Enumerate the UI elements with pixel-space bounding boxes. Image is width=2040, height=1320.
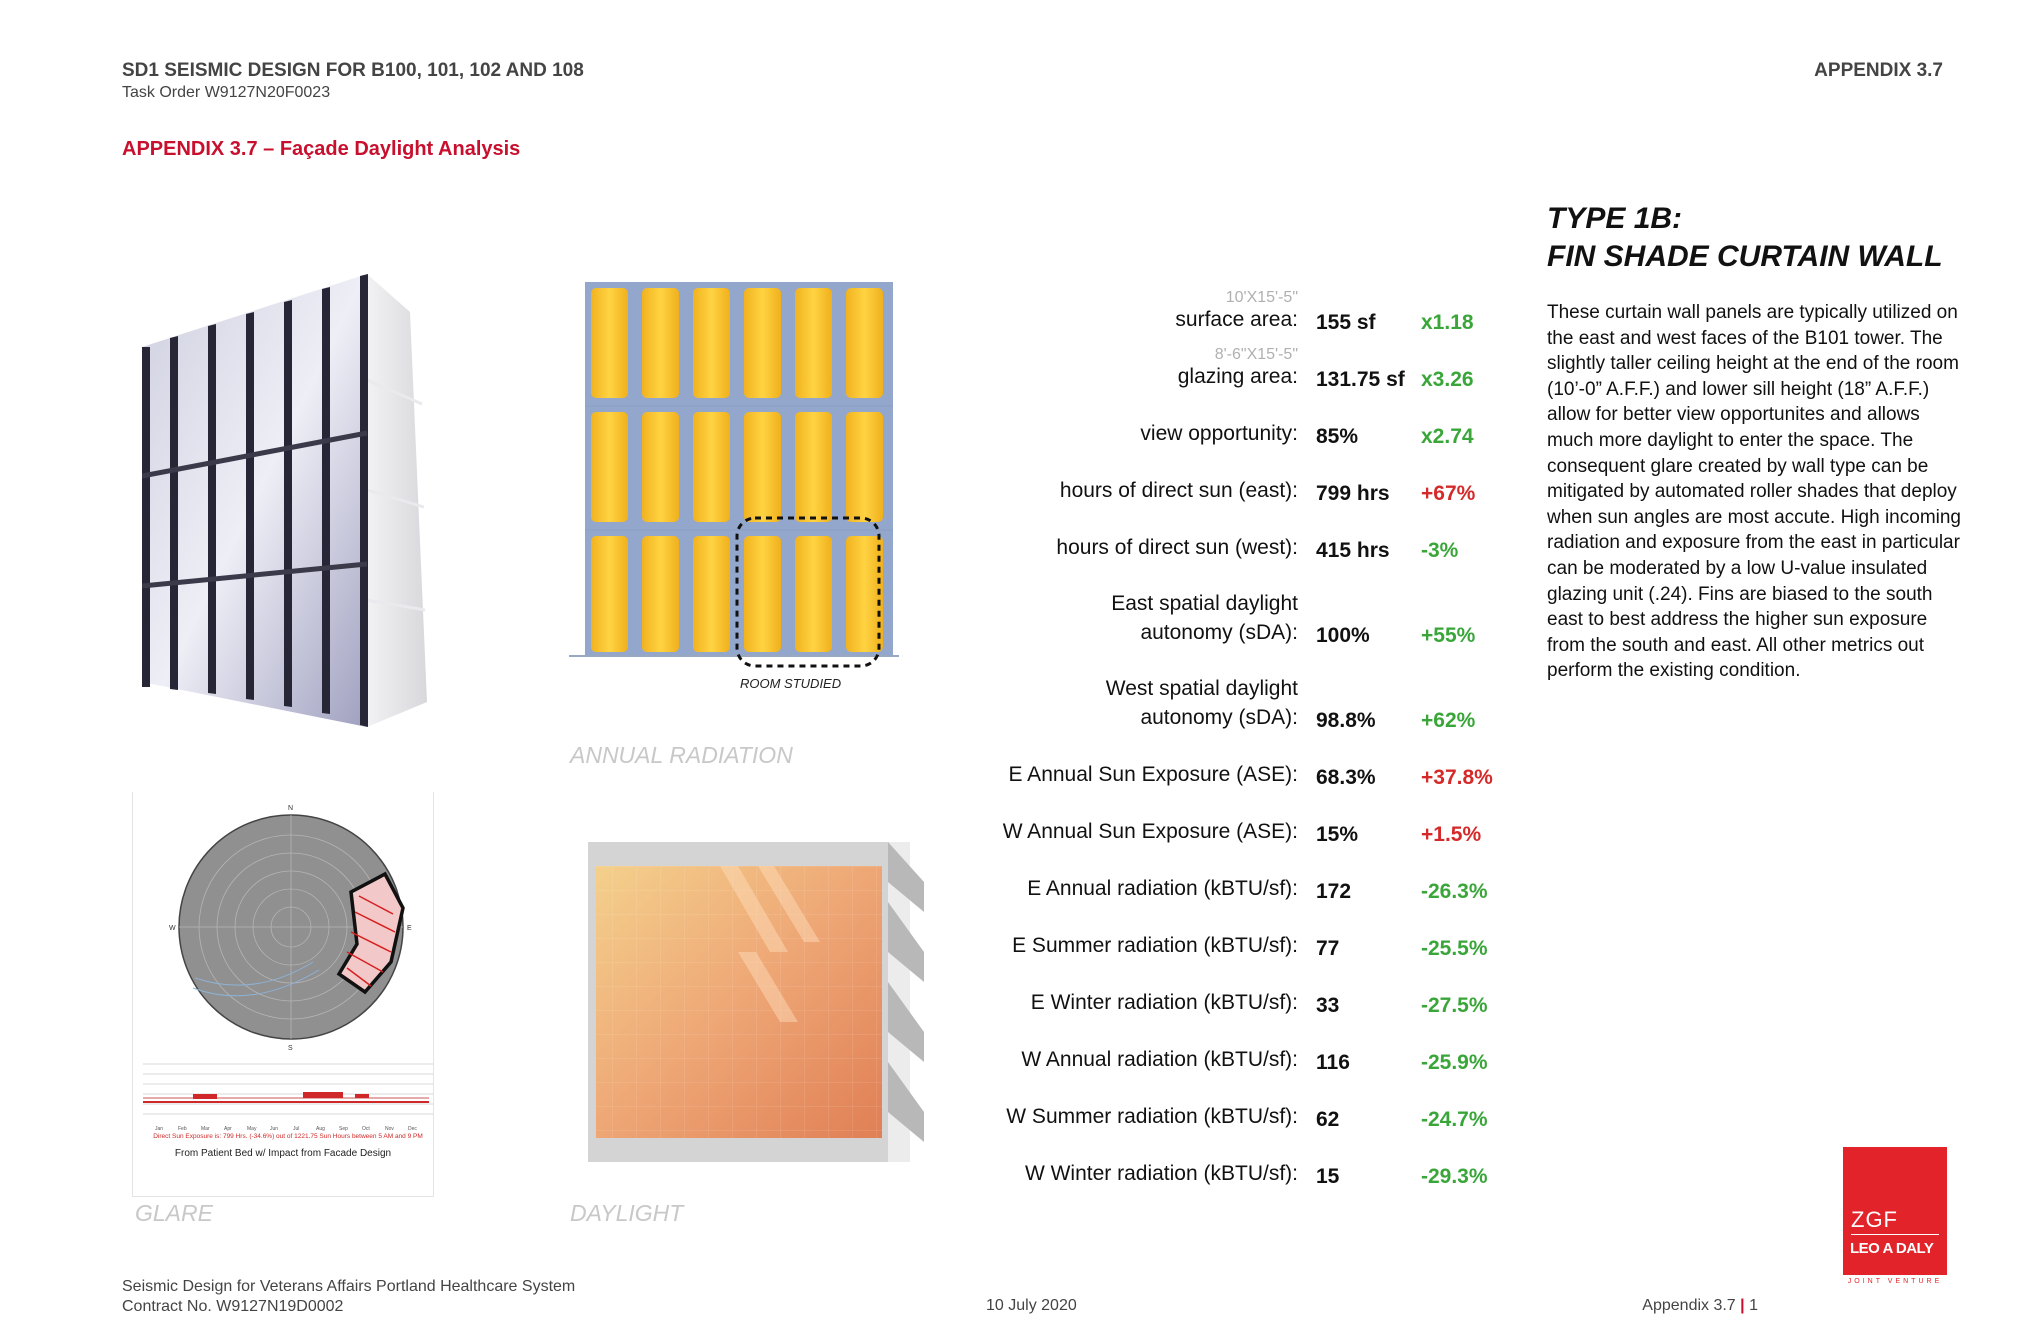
metric-value-direct-sun-east: 799 hrs <box>1316 482 1390 505</box>
month-label: Nov <box>385 1126 394 1132</box>
metric-value-direct-sun-west: 415 hrs <box>1316 539 1390 562</box>
metric-value-west-summer-radiation: 62 <box>1316 1108 1340 1131</box>
metric-label-direct-sun-east: hours of direct sun (east): <box>1059 479 1298 502</box>
task-order: Task Order W9127N20F0023 <box>122 84 331 101</box>
metric-label-surface-area: surface area: <box>1175 308 1298 331</box>
glare-subtitle: From Patient Bed w/ Impact from Facade Design <box>174 1148 392 1159</box>
glazing-dimensions: 8'-6"X15'-5" <box>1214 346 1298 363</box>
metric-label-east-sda: East spatial daylight <box>1111 592 1298 615</box>
compass-w: W <box>169 925 176 932</box>
metric-value-east-winter-radiation: 33 <box>1316 994 1340 1017</box>
metric-label-west-winter-radiation: W Winter radiation (kBTU/sf): <box>1024 1162 1298 1185</box>
month-label: Jan <box>155 1126 164 1132</box>
metric-label-east-ase: E Annual Sun Exposure (ASE): <box>1008 763 1298 786</box>
building-render <box>142 262 452 742</box>
metric-value-west-sda: 98.8% <box>1316 709 1376 732</box>
glare-note: Direct Sun Exposure is: 799 Hrs. (-34.6%) out of 1221.75 Sun Hours between 5 AM and 9 PM <box>153 1133 423 1140</box>
metric-delta-west-summer-radiation: -24.7% <box>1421 1108 1488 1131</box>
month-label: Sep <box>339 1126 348 1132</box>
month-label: Jul <box>293 1126 300 1132</box>
metric-value-west-ase: 15% <box>1316 823 1359 846</box>
footer-contract: Contract No. W9127N19D0002 <box>122 1298 344 1315</box>
month-label: May <box>247 1126 257 1132</box>
document-title: SD1 SEISMIC DESIGN FOR B100, 101, 102 AND 108 <box>122 60 584 81</box>
type-title-line1: TYPE 1B: <box>1547 202 1683 235</box>
metric-label-east-summer-radiation: E Summer radiation (kBTU/sf): <box>1012 934 1298 957</box>
annual-radiation-grid <box>565 282 905 672</box>
metric-value-east-sda: 100% <box>1316 624 1370 647</box>
metric-value-east-summer-radiation: 77 <box>1316 937 1340 960</box>
metric-label-west-sda-line2: autonomy (sDA): <box>1140 706 1298 729</box>
type-description: These curtain wall panels are typically utilized on the east and west faces of the B101 tower. The slightly taller ceiling height at the end of the room (10’-0” A.F.F.) and lower sill height (18” A.F.F.) allow for better view opportunites and allows much more daylight to enter the space. The consequent glare created by wall type can be mitigated by automated roller shades that deploy when sun angles are most accute. High incoming radiation and exposure from the east in particular can be moderated by a low U-value insulated glazing unit (.24). Fins are biased to the south east to best address the higher sun exposure from the south and east. All other metrics out perform the existing condition. <box>1547 302 1962 682</box>
footer-project <box>122 1277 575 1317</box>
month-label: Apr <box>224 1126 232 1132</box>
metric-delta-east-winter-radiation: -27.5% <box>1421 994 1488 1017</box>
metric-value-west-winter-radiation: 15 <box>1316 1165 1340 1188</box>
footer-project-name: Seismic Design for Veterans Affairs Portland Healthcare System <box>122 1278 576 1295</box>
type-title-line2: FIN SHADE CURTAIN WALL <box>1547 240 1943 273</box>
metric-delta-west-sda: +62% <box>1421 709 1476 732</box>
metric-value-glazing-area: 131.75 sf <box>1316 368 1405 391</box>
appendix-label: APPENDIX 3.7 <box>1814 60 1943 81</box>
section-title: APPENDIX 3.7 – Façade Daylight Analysis <box>122 138 521 160</box>
logo-leo-a-daly: LEO A DALY <box>1850 1240 1934 1257</box>
metric-delta-east-sda: +55% <box>1421 624 1476 647</box>
metric-label-glazing-area: glazing area: <box>1177 365 1298 388</box>
month-label: Mar <box>201 1126 210 1132</box>
daylight-render <box>588 842 928 1162</box>
footer-date: 10 July 2020 <box>986 1297 1077 1314</box>
compass-s: S <box>288 1045 293 1052</box>
metric-delta-west-annual-radiation: -25.9% <box>1421 1051 1488 1074</box>
glare-figure <box>132 792 434 1197</box>
month-label: Feb <box>178 1126 187 1132</box>
metric-label-west-sda: West spatial daylight <box>1105 677 1298 700</box>
metric-delta-view-opportunity: x2.74 <box>1421 425 1474 448</box>
metric-delta-east-ase: +37.8% <box>1421 766 1493 789</box>
month-label: Aug <box>316 1126 325 1132</box>
month-label: Jun <box>270 1126 279 1132</box>
footer-page <box>1642 1297 1758 1315</box>
footer-page-num: 1 <box>1749 1297 1758 1314</box>
compass-n: N <box>288 805 294 812</box>
metric-label-view-opportunity: view opportunity: <box>1140 422 1298 445</box>
logo-divider <box>1851 1234 1939 1235</box>
daylight-caption: DAYLIGHT <box>570 1200 684 1226</box>
metric-value-east-ase: 68.3% <box>1316 766 1376 789</box>
metric-delta-glazing-area: x3.26 <box>1421 368 1474 391</box>
metric-label-west-summer-radiation: W Summer radiation (kBTU/sf): <box>1006 1105 1298 1128</box>
footer-page-label: Appendix 3.7 <box>1642 1297 1736 1314</box>
glare-caption: GLARE <box>135 1200 213 1226</box>
logo-zgf: ZGF <box>1851 1207 1898 1232</box>
metric-label-west-ase: W Annual Sun Exposure (ASE): <box>1002 820 1298 843</box>
type-title <box>1547 200 1943 276</box>
metric-value-east-annual-radiation: 172 <box>1316 880 1352 903</box>
sun-path-diagram <box>133 792 433 1062</box>
metric-label-direct-sun-west: hours of direct sun (west): <box>1056 536 1298 559</box>
compass-e: E <box>407 925 412 932</box>
month-label: Dec <box>408 1126 417 1132</box>
logo-joint-venture: JOINT VENTURE <box>1847 1278 1943 1285</box>
metric-value-west-annual-radiation: 116 <box>1316 1051 1350 1074</box>
metric-delta-direct-sun-west: -3% <box>1421 539 1459 562</box>
annual-radiation-caption: ANNUAL RADIATION <box>570 742 793 768</box>
footer-page-sep: | <box>1740 1297 1745 1314</box>
metric-delta-direct-sun-east: +67% <box>1421 482 1476 505</box>
metric-delta-east-summer-radiation: -25.5% <box>1421 937 1488 960</box>
surface-dimensions: 10'X15'-5" <box>1225 289 1298 306</box>
metric-value-surface-area: 155 sf <box>1316 311 1376 334</box>
room-studied-label: ROOM STUDIED <box>740 676 842 691</box>
metric-delta-west-winter-radiation: -29.3% <box>1421 1165 1488 1188</box>
metric-delta-east-annual-radiation: -26.3% <box>1421 880 1488 903</box>
metric-label-west-annual-radiation: W Annual radiation (kBTU/sf): <box>1021 1048 1298 1071</box>
metric-value-view-opportunity: 85% <box>1316 425 1359 448</box>
month-label: Oct <box>362 1126 370 1132</box>
metric-delta-west-ase: +1.5% <box>1421 823 1482 846</box>
metric-delta-surface-area: x1.18 <box>1421 311 1474 334</box>
metric-label-east-annual-radiation: E Annual radiation (kBTU/sf): <box>1027 877 1298 900</box>
metric-label-east-sda-line2: autonomy (sDA): <box>1140 621 1298 644</box>
metric-label-east-winter-radiation: E Winter radiation (kBTU/sf): <box>1030 991 1298 1014</box>
